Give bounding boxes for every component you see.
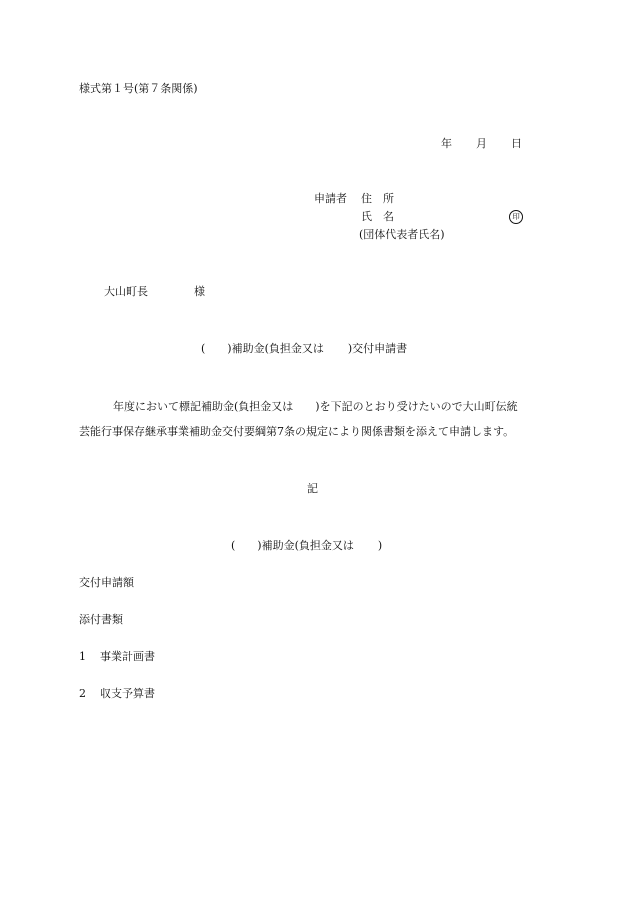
attachment-text: 収支予算書 — [100, 687, 155, 700]
subject-middle: )補助金(負担金又は — [257, 539, 354, 552]
list-item — [79, 687, 155, 701]
date-month: 月 — [476, 137, 487, 150]
date-year: 年 — [441, 137, 452, 150]
seal-icon: 印 — [509, 210, 523, 224]
addressee-title: 大山町長 — [104, 285, 148, 298]
body-line-1 — [113, 400, 518, 414]
document-title — [201, 342, 407, 356]
subject-end: ) — [377, 539, 383, 552]
title-end: )交付申請書 — [347, 342, 408, 355]
subject-open-paren: ( — [231, 539, 236, 552]
form-number: 様式第１号(第７条関係) — [79, 82, 198, 95]
title-open-paren: ( — [201, 342, 206, 355]
name-label: 氏 名 — [361, 210, 394, 223]
application-amount-label: 交付申請額 — [79, 576, 134, 589]
title-middle: )補助金(負担金又は — [227, 342, 324, 355]
subject-line — [231, 539, 382, 553]
attachment-number: 2 — [79, 687, 86, 700]
applicant-label: 申請者 — [314, 192, 347, 205]
attachments-label: 添付書類 — [79, 613, 123, 626]
body-line-1a: 年度において標記補助金(負担金又は — [113, 400, 294, 413]
body-line-1b: )を下記のとおり受けたいので大山町伝統 — [315, 400, 518, 413]
group-representative-note: (団体代表者氏名) — [359, 228, 445, 241]
ki-heading: 記 — [307, 482, 318, 495]
date-day: 日 — [511, 137, 522, 150]
address-label: 住 所 — [361, 192, 394, 205]
attachment-number: 1 — [79, 650, 86, 663]
attachment-text: 事業計画書 — [100, 650, 155, 663]
list-item — [79, 650, 155, 664]
body-line-2: 芸能行事保存継承事業補助金交付要綱第7条の規定により関係書類を添えて申請します。 — [79, 425, 515, 438]
addressee-honorific: 様 — [194, 285, 205, 298]
